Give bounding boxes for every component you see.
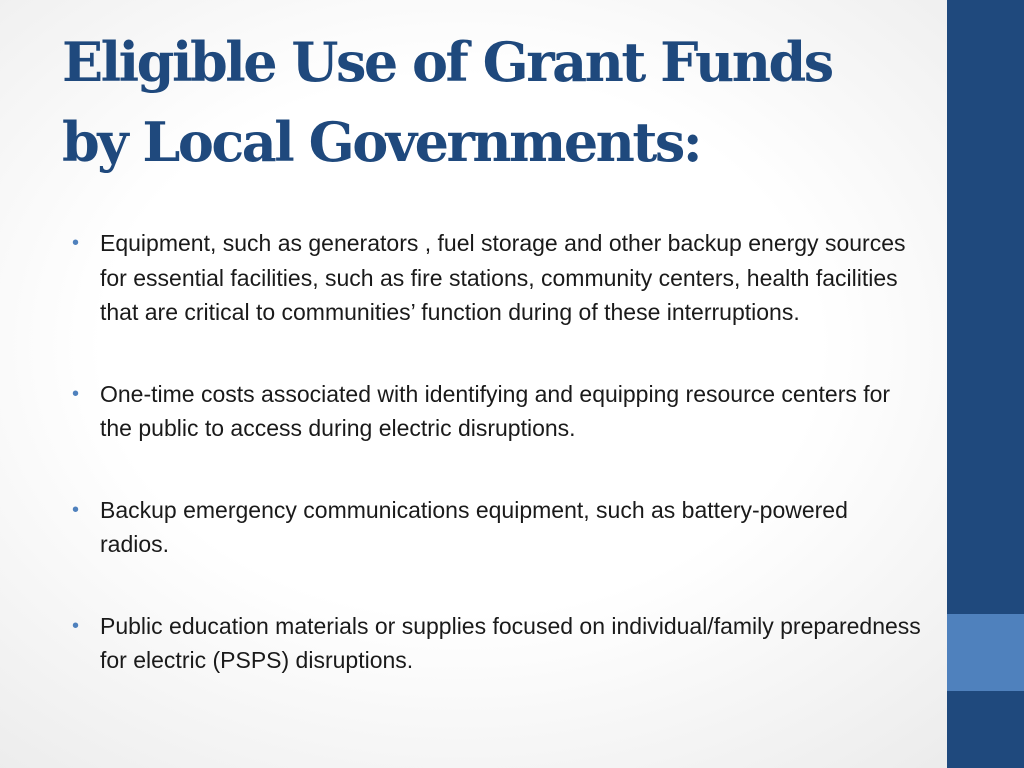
- bullet-text: Equipment, such as generators , fuel storage and other backup energy sources for essential facilities, such as fire stations, community centers, health facilities that are critical to communities’ function during of these interruptions.: [100, 230, 906, 325]
- bullet-text: Backup emergency communications equipment, such as battery-powered radios.: [100, 496, 848, 557]
- bullet-text: Public education materials or supplies focused on individual/family preparedness for electric (PSPS) disruptions.: [100, 612, 921, 673]
- bullet-dot-icon: •: [72, 498, 80, 521]
- bullet-item-communications: [72, 493, 922, 562]
- bullet-list: [72, 226, 922, 678]
- side-bar-accent: [947, 614, 1024, 691]
- bullet-item-equipment: [72, 226, 922, 330]
- bullet-dot-icon: •: [72, 614, 80, 637]
- bullet-dot-icon: •: [72, 382, 80, 405]
- bullet-item-public-education: [72, 609, 922, 678]
- bullet-text: One-time costs associated with identifying and equipping resource centers for the public to access during electric disruptions.: [100, 380, 891, 441]
- bullet-dot-icon: •: [72, 232, 80, 254]
- slide-title: [62, 22, 922, 182]
- title-line-2: by Local Governments:: [62, 110, 701, 174]
- title-line-1: Eligible Use of Grant Funds: [62, 30, 832, 94]
- bullet-item-resource-centers: [72, 377, 922, 446]
